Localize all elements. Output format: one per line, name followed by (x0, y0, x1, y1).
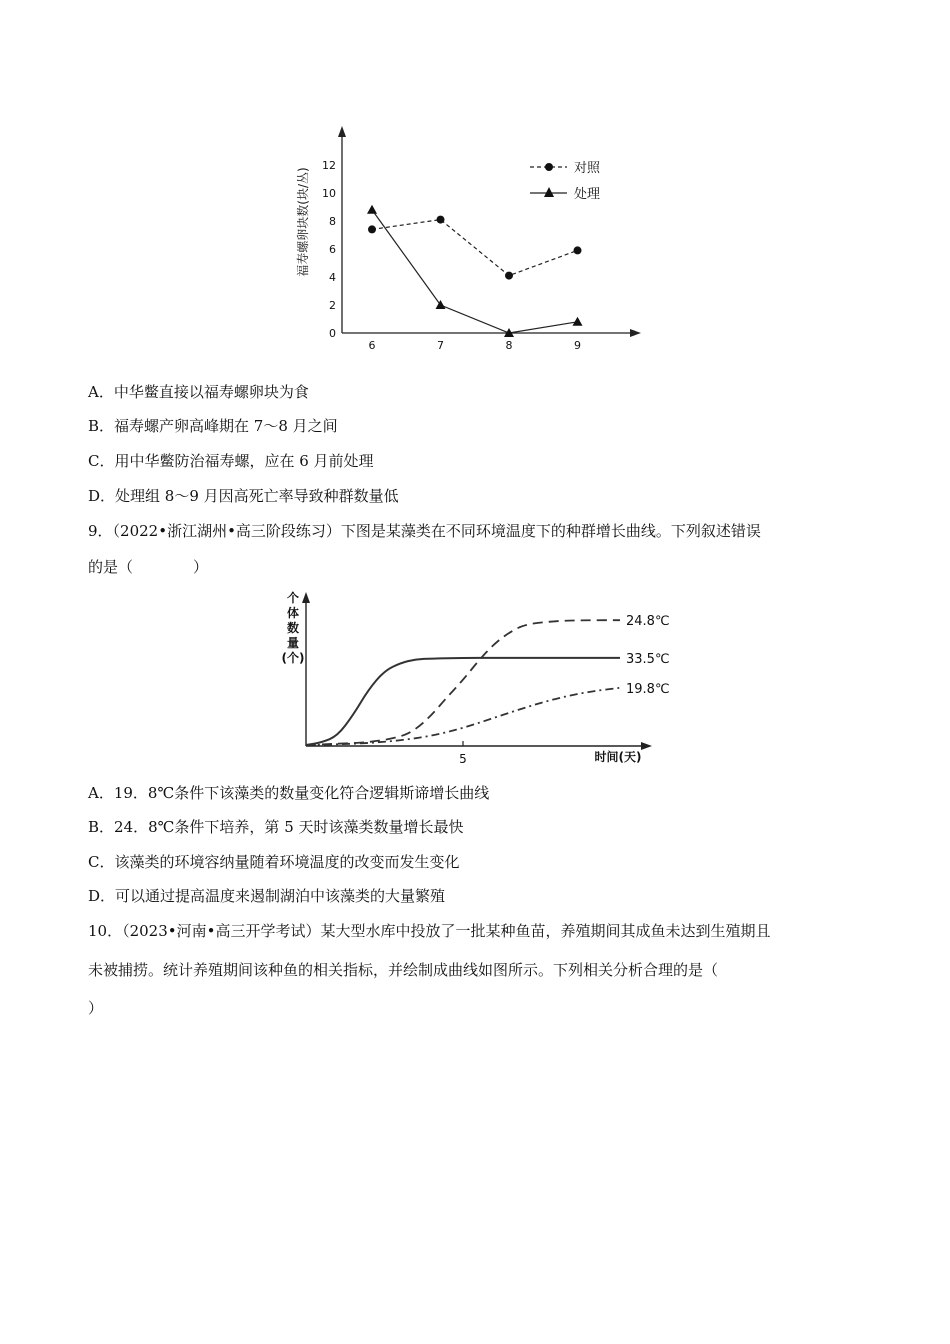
svg-text:个体数量(个): 个体数量(个) (281, 591, 305, 665)
q10-stem-line1: 10．（2023•河南•高三开学考试）某大型水库中投放了一批某种鱼苗，养殖期间其成鱼未达到生殖期且 (88, 922, 771, 940)
q8-option-b: B．福寿螺产卵高峰期在 7～8 月之间 (88, 417, 338, 435)
chart1-ytick-label: 2 (329, 299, 336, 312)
legend-control-label: 对照 (574, 161, 601, 176)
legend-treated-label: 处理 (574, 187, 601, 202)
chart2-y-arrow (302, 592, 310, 603)
chart2-series-line-0 (306, 620, 620, 745)
chart2-ylabel (282, 590, 305, 665)
q9-stem-line2: 的是（ ） (88, 558, 209, 576)
chart1-xtick-label: 9 (574, 339, 581, 352)
q9-option-b: B．24．8℃条件下培养，第 5 天时该藻类数量增长最快 (88, 818, 464, 836)
q9-option-d: D．可以通过提高温度来遏制湖泊中该藻类的大量繁殖 (88, 887, 446, 905)
q8-option-d: D．处理组 8～9 月因高死亡率导致种群数量低 (88, 487, 399, 505)
q10-stem-line2: 未被捕捞。统计养殖期间该种鱼的相关指标，并绘制成曲线如图所示。下列相关分析合理的是（ (88, 961, 719, 979)
q9-stem-line1: 9．（2022•浙江湖州•高三阶段练习）下图是某藻类在不同环境温度下的种群增长曲线。下列叙述错误 (88, 522, 761, 540)
chart1-ytick-label: 12 (322, 159, 336, 172)
chart2-series-line-2 (306, 688, 620, 745)
chart2-series-line-1 (306, 658, 620, 745)
chart1-ytick-label: 10 (322, 187, 336, 200)
chart2-series-label-0: 24.8℃ (626, 614, 670, 630)
chart1-xtick-label: 6 (368, 339, 376, 352)
q8-option-c: C．用中华鳖防治福寿螺，应在 6 月前处理 (88, 452, 374, 470)
chart2-xlabel: 时间(天) (594, 750, 642, 764)
q10-stem-line3: ） (88, 999, 104, 1017)
chart1-ylabel: 福寿螺卵块数(块/丛) (296, 167, 310, 277)
chart2-series-label-2: 19.8℃ (626, 681, 670, 697)
chart1-ytick-label: 0 (329, 327, 336, 340)
chart1-ytick-label: 8 (329, 215, 336, 228)
chart2-series-label-1: 33.5℃ (626, 651, 670, 667)
q9-option-a: A．19．8℃条件下该藻类的数量变化符合逻辑斯谛增长曲线 (88, 784, 490, 802)
q9-option-c: C．该藻类的环境容纳量随着环境温度的改变而发生变化 (88, 853, 460, 871)
chart1-xtick-label: 8 (505, 339, 513, 352)
chart1-ytick-label: 4 (329, 271, 336, 284)
chart2-x-arrow (641, 742, 652, 750)
chart1-xtick-label: 7 (437, 339, 444, 352)
q8-option-a: A．中华鳖直接以福寿螺卵块为食 (88, 383, 309, 401)
chart1-ytick-label: 6 (329, 243, 336, 256)
chart2-xtick-label: 5 (459, 752, 467, 766)
